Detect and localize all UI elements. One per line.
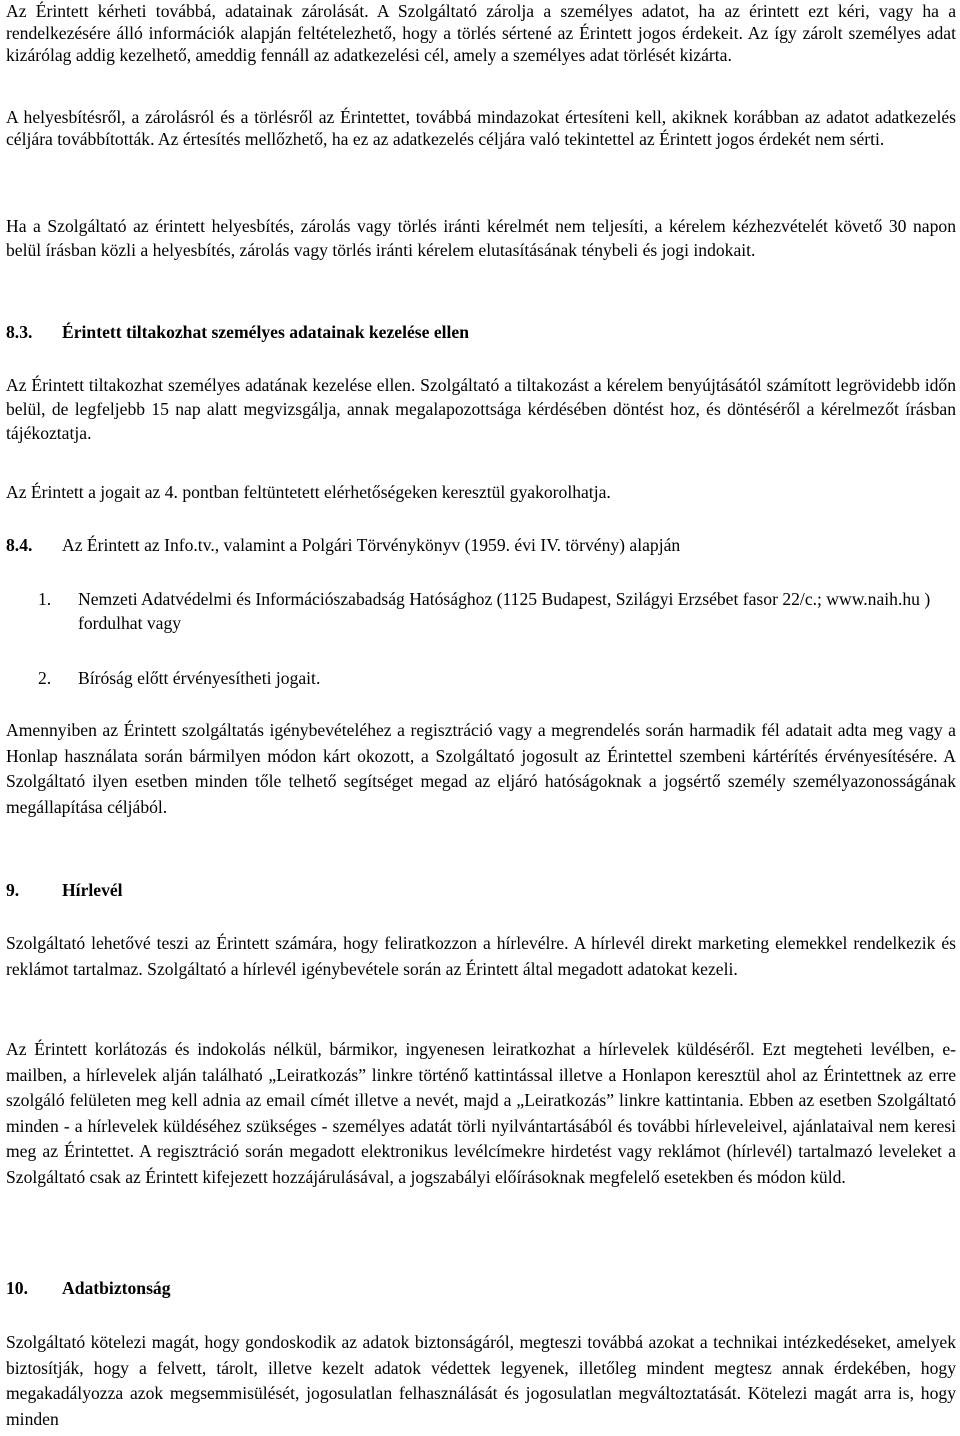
section-heading-8-3 bbox=[6, 320, 956, 344]
section-heading-9 bbox=[6, 878, 956, 902]
section-number: 8.4. bbox=[6, 535, 33, 555]
paragraph-objection: Az Érintett tiltakozhat személyes adatának kezelése ellen. Szolgáltató a tiltakozást a kérelem benyújtásától számított legrövidebb időn belül, de legfeljebb 15 nap alatt megvizsgálja, annak megalapozottsága kérdésében döntést hoz, és döntéséről a kérelmezőt írásban tájékoztatja. bbox=[6, 375, 956, 443]
section-title: Hírlevél bbox=[62, 880, 123, 900]
section-heading-8-4 bbox=[6, 533, 956, 557]
list-item bbox=[6, 666, 956, 690]
list-marker: 1. bbox=[38, 589, 52, 609]
paragraph-data-security: Szolgáltató kötelezi magát, hogy gondoskodik az adatok biztonságáról, megteszi továbbá azokat a technikai intézkedéseket, amelyek biztosítják, hogy a felvett, tárolt, illetve kezelt adatok védettek legyenek, illetőleg mindent megtesz annak érdekében, hogy megakadályozza azok megsemmisülését, jogosulatlan felhasználását és jogosulatlan megváltoztatását. Kötelezi magát arra is, hogy minden bbox=[6, 1332, 956, 1429]
paragraph-rights-contact: Az Érintett a jogait az 4. pontban feltüntetett elérhetőségeken keresztül gyakorolhatja. bbox=[6, 482, 611, 502]
list-text: Nemzeti Adatvédelmi és Információszabadság Hatósághoz (1125 Budapest, Szilágyi Erzsébet fasor 22/c.; www.naih.hu ) fordulhat vagy bbox=[78, 589, 931, 633]
section-heading-10 bbox=[6, 1276, 956, 1300]
paragraph-blocking: Az Érintett kérheti továbbá, adatainak zárolását. A Szolgáltató zárolja a személyes adatot, ha az érintett ezt kéri, vagy ha a rendelkezésére álló információk alapján feltételezhető, hogy a törlés sértené az Érintett jogos érdekeit. Az így zárolt személyes adat kizárólag addig kezelhető, ameddig fennáll az adatkezelési cél, amely a személyes adat törlését kizárta. bbox=[6, 1, 956, 65]
list-marker: 2. bbox=[38, 668, 52, 688]
paragraph-notification: A helyesbítésről, a zárolásról és a törlésről az Érintettet, továbbá mindazokat értesíteni kell, akiknek korábban az adatot adatkezelés céljára továbbították. Az értesítés mellőzhető, ha ez az adatkezelés céljára való tekintettel az Érintett jogos érdekét nem sérti. bbox=[6, 107, 956, 149]
paragraph-damages: Amennyiben az Érintett szolgáltatás igénybevételéhez a regisztráció vagy a megrendelés során harmadik fél adatait adta meg vagy a Honlap használata során bármilyen módon kárt okozott, a Szolgáltató jogosult az Érintettel szembeni kártérítés érvényesítésére. A Szolgáltató ilyen esetben minden tőle telhető segítséget megad az eljáró hatóságoknak a jogsértő személy személyazonosságának megállapítása céljából. bbox=[6, 720, 956, 817]
list-text: Bíróság előtt érvényesítheti jogait. bbox=[78, 668, 321, 688]
paragraph-unsubscribe: Az Érintett korlátozás és indokolás nélkül, bármikor, ingyenesen leiratkozhat a hírlevelek küldéséről. Ezt megteheti levélben, e-mailben, a hírlevelek alján található „Leiratkozás” linkre történő kattintással illetve a Honlapon keresztül ahol az Érintettnek az erre szolgáló felületen meg kell adnia az email címét illetve a nevét, majd a „Leiratkozás” linkre kattintania. Ebben az esetben Szolgáltató minden - a hírlevelek küldéséhez szükséges - személyes adatát törli nyilvántartásából és további hírleveleivel, ajánlataival nem keresi meg az Érintettet. A regisztráció során megadott elektronikus levélcímekre hirdetést vagy reklámot (hírlevél) tartalmazó leveleket a Szolgáltató csak az Érintett kifejezett hozzájárulásával, a jogszabályi előírásoknak megfelelő esetekben és módon küld. bbox=[6, 1039, 956, 1187]
section-number: 9. bbox=[6, 880, 20, 900]
section-number: 8.3. bbox=[6, 322, 33, 342]
section-title: Az Érintett az Info.tv., valamint a Polgári Törvénykönyv (1959. évi IV. törvény) alapján bbox=[62, 535, 681, 555]
section-number: 10. bbox=[6, 1278, 28, 1298]
paragraph-newsletter: Szolgáltató lehetővé teszi az Érintett számára, hogy feliratkozzon a hírlevélre. A hírlevél direkt marketing elemekkel rendelkezik és reklámot tartalmaz. Szolgáltató a hírlevél igénybevétele során az Érintett által megadott adatokat kezeli. bbox=[6, 933, 956, 979]
list-item bbox=[6, 587, 956, 635]
section-title: Érintett tiltakozhat személyes adatainak kezelése ellen bbox=[62, 322, 470, 342]
paragraph-rejection: Ha a Szolgáltató az érintett helyesbítés, zárolás vagy törlés iránti kérelmét nem teljesíti, a kérelem kézhezvételét követő 30 napon belül írásban közli a helyesbítés, zárolás vagy törlés iránti kérelem elutasításának ténybeli és jogi indokait. bbox=[6, 216, 956, 260]
section-title: Adatbiztonság bbox=[62, 1278, 171, 1298]
